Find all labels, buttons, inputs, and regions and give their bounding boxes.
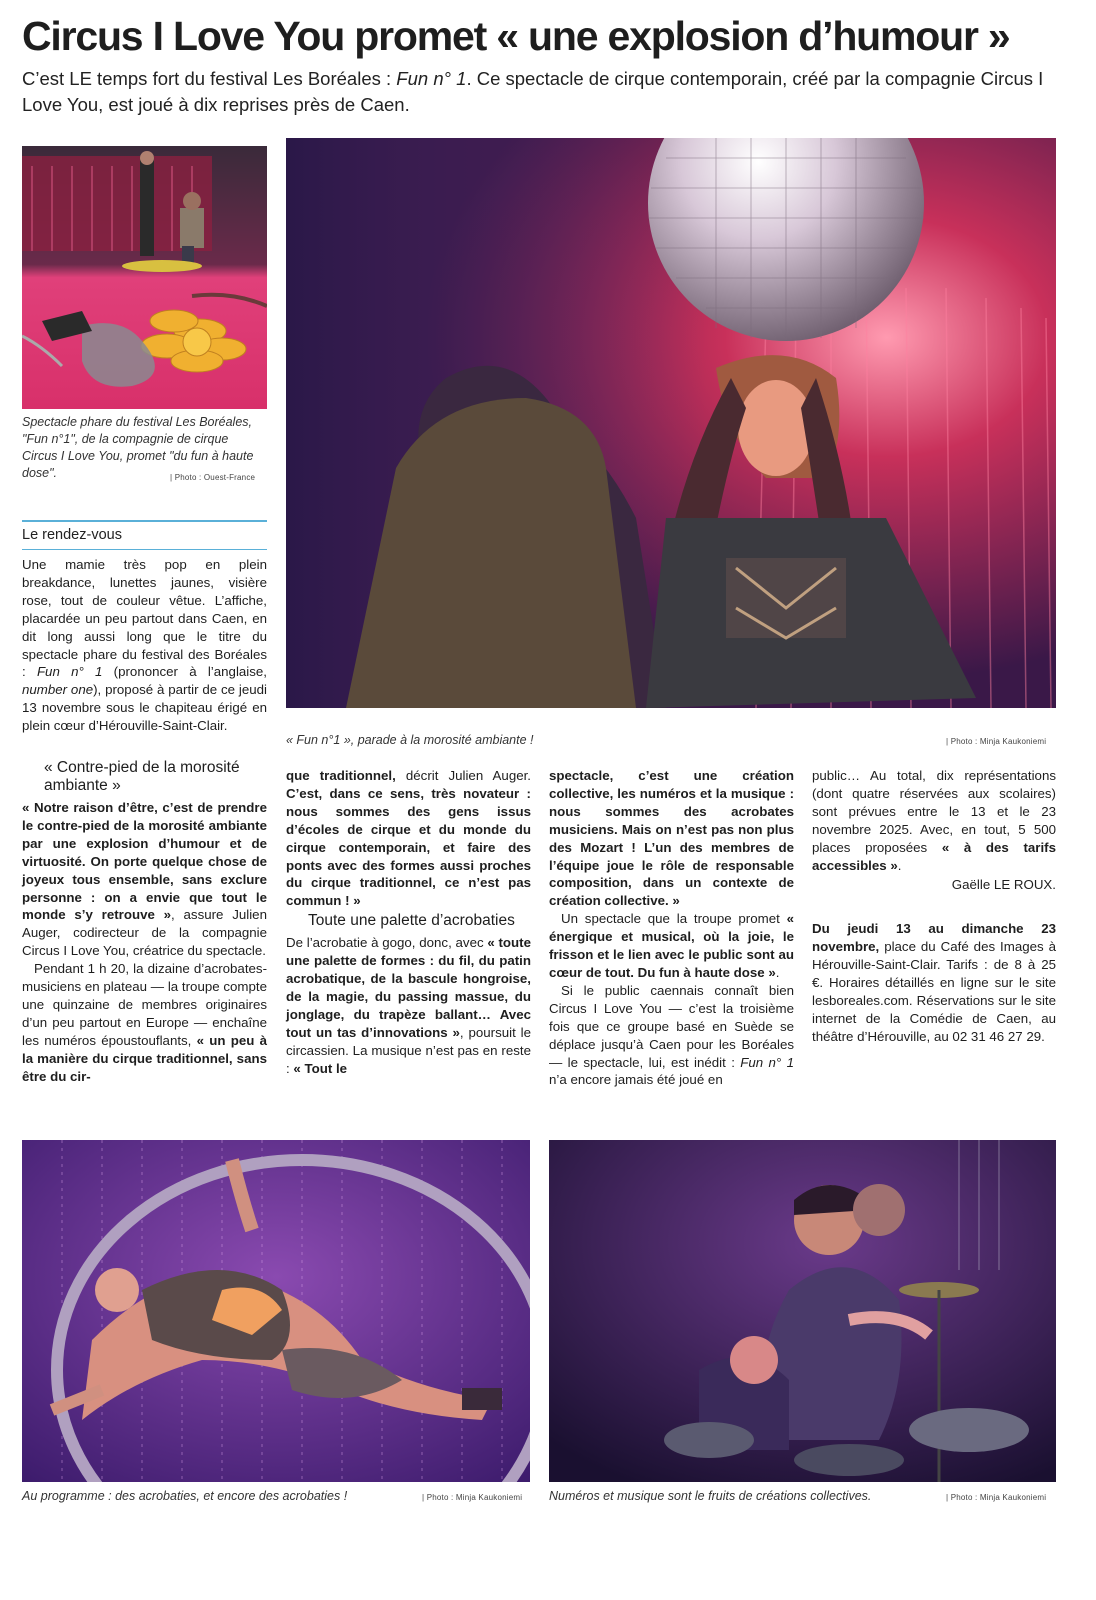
text-7: . <box>775 964 780 980</box>
sidebar-lead-3: ), proposé à partir de ce jeudi 13 novembre sous le chapiteau érigé en plein cœur d’Hérouville-Saint-Clair. <box>22 682 267 734</box>
article-column-3 <box>549 767 794 1089</box>
text-11: . <box>897 857 902 873</box>
article-column-2 <box>286 767 531 1078</box>
text-10: public… Au total, dix représentations (dont quatre réservées aux scolaires) sont prévues entre le 13 et le 23 novembre 2025. Avec, en tout, 5 500 places proposées <box>812 768 1056 855</box>
quote-4: C’est, dans ce sens, très novateur : nous sommes des gens issus d’écoles de cirque et du monde du cirque contemporain, et faire des ponts avec des formes aussi proches du cirque traditionnel, ce n’est pas commun ! » <box>286 785 531 909</box>
deck-title: Fun n° 1 <box>396 68 467 89</box>
caption-bottom-right: Numéros et musique sont le fruits de créations collectives. <box>549 1489 872 1503</box>
text-1: , assure Julien Auger, codirecteur de la compagnie Circus I Love You, créatrice du spectacle. <box>22 907 267 959</box>
quote-7: spectacle, c’est une création collective, les numéros et la musique : nous sommes des acrobates musiciens. Mais on n’est pas non plus des Mozart ! L’un des membres de l’équipe joue le rôle de responsable composition, dans un contexte de création collective. » <box>549 768 794 909</box>
quote-9: « à des tarifs accessibles » <box>812 839 1056 873</box>
deck <box>22 66 1062 118</box>
credit-bottom-right: | Photo : Minja Kaukoniemi <box>946 1493 1047 1502</box>
quote-5: « toute une palette de formes : du fil, du patin acrobatique, de la bascule hongroise, de la magie, du passing massue, du jonglage, du trapèze ballant… Avec tout un tas d’innovations » <box>286 935 531 1040</box>
quote-3: que traditionnel, <box>286 768 396 783</box>
intertitle-2: Toute une palette d’acrobaties <box>308 912 515 930</box>
intertitle-1: « Contre-pied de la morosité ambiante » <box>44 759 240 794</box>
text-4: De l’acrobatie à gogo, donc, avec <box>286 935 488 951</box>
credit-main: | Photo : Minja Kaukoniemi <box>946 737 1047 746</box>
info-dates: Du jeudi 13 au dimanche 23 novembre, <box>812 921 1056 955</box>
text-title-fun: Fun n° 1 <box>740 1054 794 1070</box>
quote-6: « Tout le <box>293 1060 348 1076</box>
sidebar-lead-en: number one <box>22 682 94 698</box>
text-5: , poursuit le circassien. La musique n’est pas en reste : <box>286 1024 531 1076</box>
text-9: n’a encore jamais été joué en <box>549 1072 723 1088</box>
article-column-1 <box>22 757 267 1086</box>
photo-main <box>286 138 1056 708</box>
caption-bottom-left: Au programme : des acrobaties, et encore des acrobaties ! <box>22 1489 348 1503</box>
quote-8: « énergique et musical, où la joie, le frisson et le lien avec le public sont au cœur de tout. Du fun à haute dose » <box>549 911 794 980</box>
caption-top-left: Spectacle phare du festival Les Boréales, "Fun n°1", de la compagnie de cirque Circus I Love You, promet "du fun à haute dose". <box>22 415 254 480</box>
sidebar-lead-title: Fun n° 1 <box>36 664 103 680</box>
photo-bottom-right <box>549 1140 1056 1482</box>
deck-part1: C’est LE temps fort du festival Les Boréales : <box>22 68 397 89</box>
credit-top-left: | Photo : Ouest-France <box>170 473 256 482</box>
text-2: Pendant 1 h 20, la dizaine d’acrobates-musiciens en plateau — la troupe compte une quinzaine de membres originaires d’un peu partout en Europe — enchaîne les numéros époustouflants, <box>22 961 267 1048</box>
caption-main: « Fun n°1 », parade à la morosité ambiante ! <box>286 733 534 747</box>
text-8: Si le public caennais connaît bien Circus I Love You — c’est la troisième fois que ce groupe basé en Suède se déplace jusqu’à Caen pour les Boréales — le spectacle, lui, est inédit : <box>549 982 794 1070</box>
sidebar-lead <box>22 556 267 735</box>
section-label-rendez-vous: Le rendez-vous <box>22 520 267 550</box>
info-text: place du Café des Images à Hérouville-Saint-Clair. Tarifs : de 8 à 25 €. Horaires détaillés en ligne sur le site lesboreales.com. Réservations sur le site internet de la Comédie de Caen, au théâtre d’Hérouville, au 02 31 46 27 29. <box>812 939 1056 1044</box>
quote-1: « Notre raison d’être, c’est de prendre le contre-pied de la morosité ambiante par une explosion d’humour et de virtuosité. On porte quelque chose de joyeux tous ensemble, sans exclure personne : on a envie que tout le monde s’y retrouve » <box>22 800 267 923</box>
photo-top-left <box>22 146 267 409</box>
headline: Circus I Love You promet « une explosion d’humour » <box>22 13 1010 59</box>
sidebar-lead-2: (prononcer à l’anglaise, <box>102 664 267 680</box>
quote-2: « un peu à la manière du cirque traditionnel, sans être du cir- <box>22 1032 267 1084</box>
credit-bottom-left: | Photo : Minja Kaukoniemi <box>422 1493 523 1502</box>
sidebar-lead-1: Une mamie très pop en plein breakdance, lunettes jaunes, visière rose, tout de couleur vêtue. L’affiche, placardée un peu partout dans Caen, en dit long aussi long que le titre du spectacle phare du festival des Boréales : <box>22 557 267 680</box>
deck-part2: . Ce spectacle de cirque contemporain, créé par la compagnie Circus I Love You, est joué à dix reprises près de Caen. <box>22 68 1044 115</box>
text-3: décrit Julien Auger. <box>395 768 531 783</box>
signature: Gaëlle LE ROUX. <box>951 877 1056 893</box>
article-column-4 <box>812 767 1056 1046</box>
text-6: Un spectacle que la troupe promet <box>561 911 787 927</box>
photo-bottom-left <box>22 1140 530 1482</box>
